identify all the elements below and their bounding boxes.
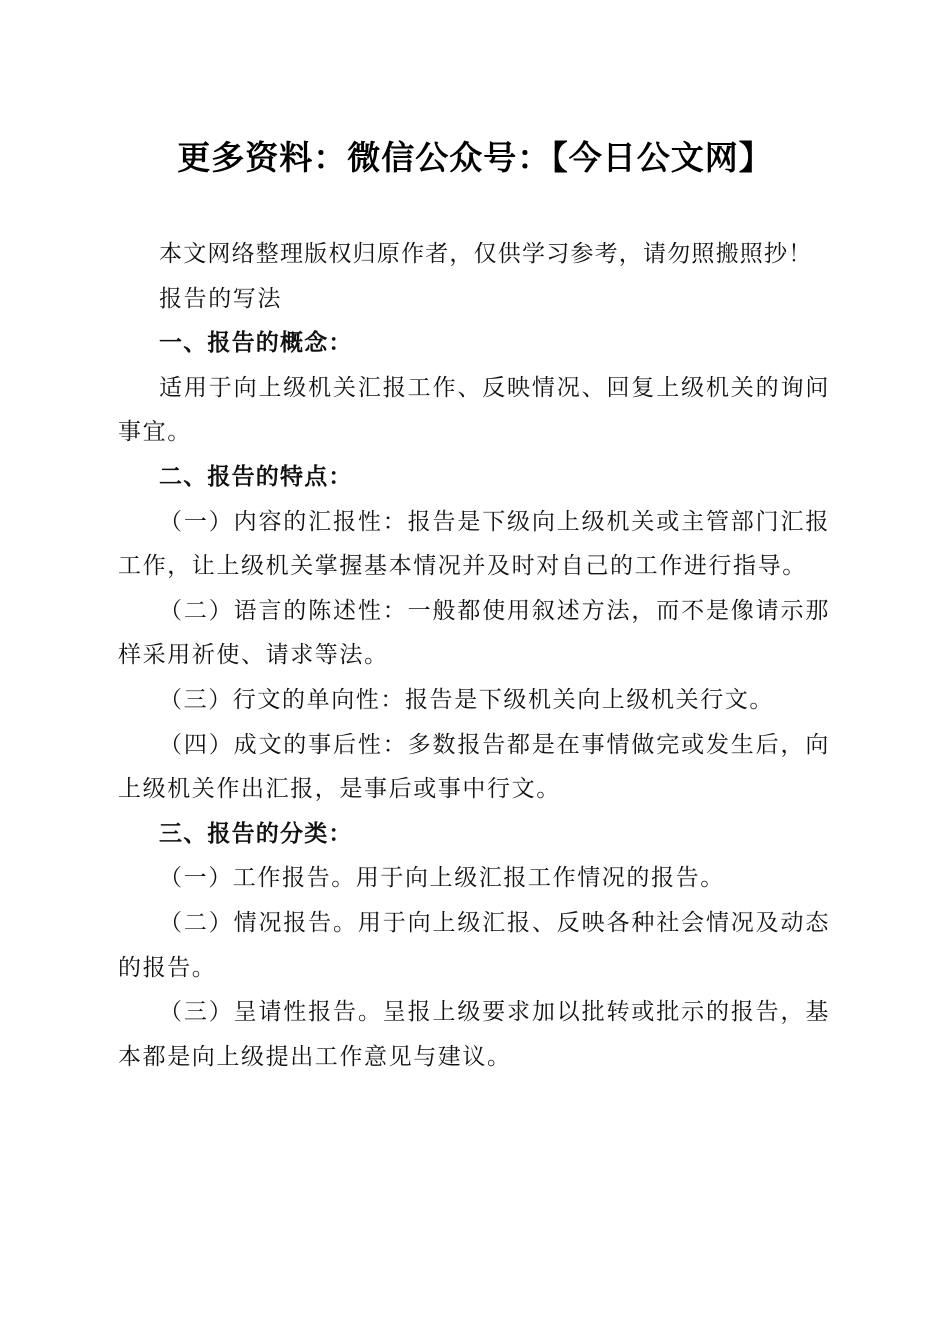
page-title: 更多资料：微信公众号：【今日公文网】 bbox=[177, 138, 773, 177]
paragraph-type-2: （二）情况报告。用于向上级汇报、反映各种社会情况及动态的报告。 bbox=[118, 909, 830, 981]
section-heading-features: 二、报告的特点： bbox=[159, 463, 353, 490]
document-body bbox=[118, 232, 830, 1079]
paragraph-feature-2: （二）语言的陈述性：一般都使用叙述方法，而不是像请示那样采用祈使、请求等法。 bbox=[118, 597, 830, 669]
document-subtitle: 报告的写法 bbox=[159, 285, 282, 312]
paragraph-feature-1: （一）内容的汇报性：报告是下级向上级机关或主管部门汇报工作，让上级机关掌握基本情况并及时对自己的工作进行指导。 bbox=[118, 508, 830, 580]
paragraph-type-1: （一）工作报告。用于向上级汇报工作情况的报告。 bbox=[159, 865, 725, 892]
copyright-notice: 本文网络整理版权归原作者，仅供学习参考，请勿照搬照抄！ bbox=[159, 241, 813, 267]
section-heading-types: 三、报告的分类： bbox=[159, 820, 353, 847]
paragraph-concept: 适用于向上级机关汇报工作、反映情况、回复上级机关的询问事宜。 bbox=[118, 374, 830, 446]
paragraph-feature-3: （三）行文的单向性：报告是下级机关向上级机关行文。 bbox=[159, 686, 774, 713]
paragraph-feature-4: （四）成文的事后性：多数报告都是在事情做完或发生后，向上级机关作出汇报，是事后或事中行文。 bbox=[118, 731, 830, 803]
section-heading-concept: 一、报告的概念： bbox=[159, 330, 353, 357]
paragraph-type-3: （三）呈请性报告。呈报上级要求加以批转或批示的报告，基本都是向上级提出工作意见与建议。 bbox=[118, 999, 830, 1070]
